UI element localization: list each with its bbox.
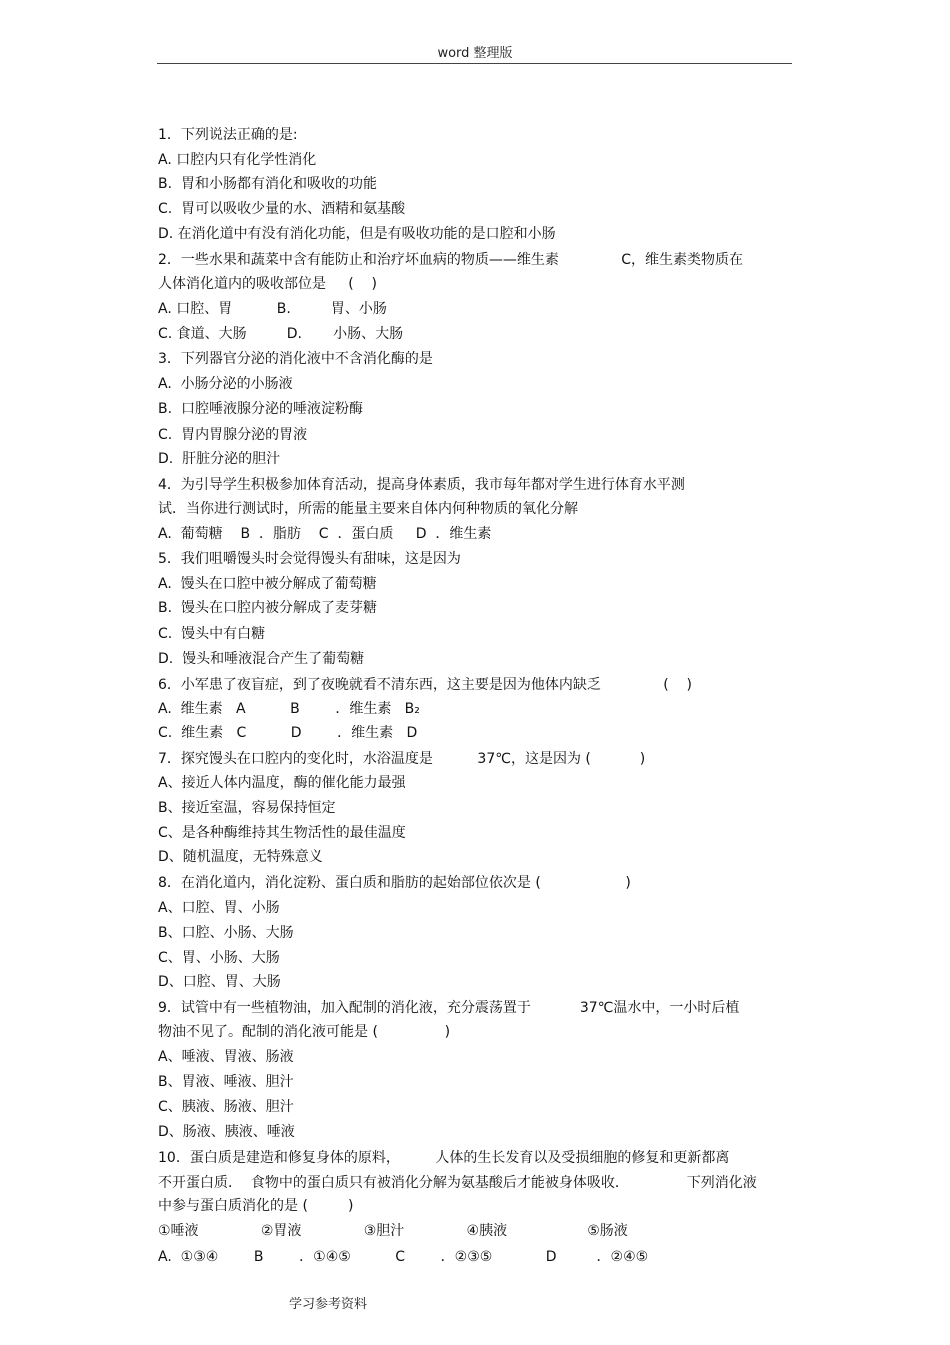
- text-line: C. 维生素 C D ．维生素 D: [158, 725, 418, 741]
- page-header: word 整理版: [437, 46, 513, 61]
- text-line: 7．探究馒头在口腔内的变化时，水浴温度是 37℃，这是因为 ( ): [158, 751, 646, 767]
- text-line: 5．我们咀嚼馒头时会觉得馒头有甜味，这是因为: [158, 551, 461, 567]
- text-line: 8．在消化道内，消化淀粉、蛋白质和脂肪的起始部位依次是 ( ): [158, 875, 631, 891]
- text-line: C、胃、小肠、大肠: [158, 950, 280, 966]
- text-line: C. 馒头中有白糖: [158, 626, 266, 642]
- text-line: B、口腔、小肠、大肠: [158, 925, 294, 941]
- text-line: 试．当你进行测试时，所需的能量主要来自体内何种物质的氧化分解: [158, 501, 578, 517]
- text-line: B. 胃和小肠都有消化和吸收的功能: [158, 176, 377, 192]
- page-footer: 学习参考资料: [289, 1297, 368, 1312]
- text-line: A. ①③④ B ．①④⑤ C ．②③⑤ D ．②④⑤: [158, 1249, 649, 1265]
- text-line: 10．蛋白质是建造和修复身体的原料， 人体的生长发育以及受损细胞的修复和更新都离: [158, 1150, 730, 1166]
- text-line: D. 馒头和唾液混合产生了葡萄糖: [158, 651, 365, 667]
- text-line: A. 口腔、胃 B. 胃、小肠: [158, 301, 387, 317]
- text-line: 6．小军患了夜盲症，到了夜晚就看不清东西，这主要是因为他体内缺乏 ( ): [158, 677, 692, 693]
- text-line: A. 小肠分泌的小肠液: [158, 376, 293, 392]
- text-line: 人体消化道内的吸收部位是 ( ): [158, 276, 377, 292]
- text-line: B、接近室温，容易保持恒定: [158, 800, 336, 816]
- text-line: D、肠液、胰液、唾液: [158, 1124, 295, 1140]
- text-line: D. 在消化道中有没有消化功能，但是有吸收功能的是口腔和小肠: [158, 226, 556, 242]
- text-line: 物油不见了。配制的消化液可能是 ( ): [158, 1024, 451, 1040]
- text-line: C. 胃内胃腺分泌的胃液: [158, 427, 308, 443]
- text-line: C. 食道、大肠 D. 小肠、大肠: [158, 326, 404, 342]
- text-line: 中参与蛋白质消化的是 ( ): [158, 1198, 354, 1214]
- text-line: D、随机温度，无特殊意义: [158, 849, 323, 865]
- text-line: 1．下列说法正确的是:: [158, 127, 298, 143]
- text-line: B. 口腔唾液腺分泌的唾液淀粉酶: [158, 401, 363, 417]
- text-line: A. 维生素 A B ．维生素 B₂: [158, 701, 420, 717]
- text-line: C. 胃可以吸收少量的水、酒精和氨基酸: [158, 201, 406, 217]
- text-line: A. 馒头在口腔中被分解成了葡萄糖: [158, 576, 377, 592]
- text-line: A. 葡萄糖 B ．脂肪 C ．蛋白质 D ．维生素: [158, 526, 492, 542]
- text-line: A、唾液、胃液、肠液: [158, 1049, 294, 1065]
- text-line: 不开蛋白质． 食物中的蛋白质只有被消化分解为氨基酸后才能被身体吸收． 下列消化液: [158, 1175, 757, 1191]
- text-line: B、胃液、唾液、胆汁: [158, 1074, 294, 1090]
- text-line: 2．一些水果和蔬菜中含有能防止和治疗坏血病的物质——维生素 C，维生素类物质在: [158, 252, 743, 268]
- text-line: C、是各种酶维持其生物活性的最佳温度: [158, 825, 406, 841]
- text-line: D. 肝脏分泌的胆汁: [158, 451, 281, 467]
- text-line: A. 口腔内只有化学性消化: [158, 152, 317, 168]
- text-line: 3．下列器官分泌的消化液中不含消化酶的是: [158, 351, 433, 367]
- text-line: C、胰液、肠液、胆汁: [158, 1099, 294, 1115]
- text-line: ①唾液 ②胃液 ③胆汁 ④胰液 ⑤肠液: [158, 1223, 628, 1239]
- header-rule: [157, 63, 792, 64]
- text-line: 9．试管中有一些植物油，加入配制的消化液，充分震荡置于 37℃温水中，一小时后植: [158, 1000, 740, 1016]
- text-line: 4．为引导学生积极参加体育活动，提高身体素质，我市每年都对学生进行体育水平测: [158, 477, 685, 493]
- text-line: B. 馒头在口腔内被分解成了麦芽糖: [158, 600, 377, 616]
- text-line: A、口腔、胃、小肠: [158, 900, 280, 916]
- text-line: A、接近人体内温度，酶的催化能力最强: [158, 775, 406, 791]
- text-line: D、口腔、胃、大肠: [158, 974, 281, 990]
